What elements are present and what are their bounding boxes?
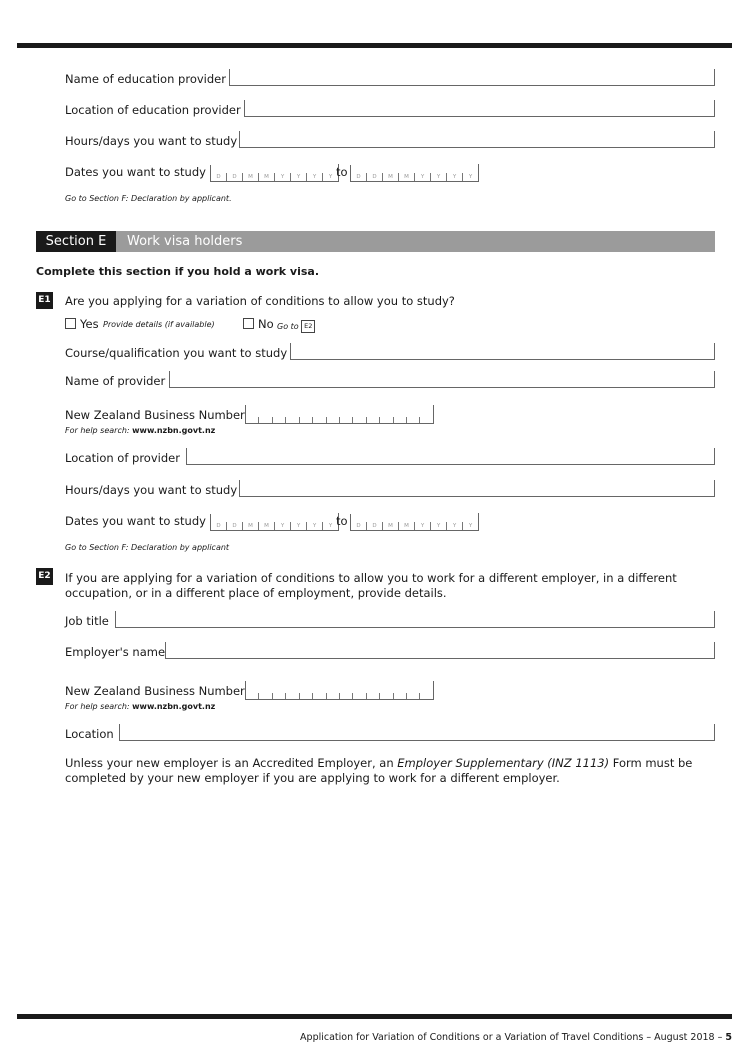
e1-hours-label: Hours/days you want to study [65, 483, 238, 497]
e2-location-field[interactable] [119, 724, 715, 741]
e2-nzbn-field[interactable] [245, 681, 434, 700]
e1-yes-checkbox[interactable] [65, 318, 76, 329]
e1-no-label: No [258, 317, 274, 331]
e1-location-field[interactable] [186, 448, 715, 465]
e2-goto-ref: E2 [301, 320, 315, 333]
e1-date-to[interactable]: D D M M Y Y Y Y [350, 514, 479, 531]
e2-note-line2: completed by your new employer if you are applying to work for a different employer. [65, 771, 560, 785]
e2-employer-label: Employer's name [65, 645, 166, 659]
bottom-rule [17, 1014, 732, 1019]
edu-location-field[interactable] [244, 100, 715, 117]
edu-provider-field[interactable] [229, 69, 715, 86]
edu-date-from[interactable]: D D M M Y Y Y Y [210, 165, 339, 182]
e1-no-hint: Go to E2 [277, 320, 315, 333]
e2-question-line2: occupation, or in a different place of employment, provide details. [65, 586, 447, 600]
question-tag-e2: E2 [36, 568, 53, 585]
e1-hours-field[interactable] [239, 480, 715, 497]
e2-note-line1: Unless your new employer is an Accredited Employer, an Employer Supplementary (INZ 1113) Form must be [65, 756, 693, 770]
e2-job-title-label: Job title [65, 614, 109, 628]
e1-provider-label: Name of provider [65, 374, 166, 388]
e2-location-label: Location [65, 727, 114, 741]
e1-question: Are you applying for a variation of conditions to allow you to study? [65, 294, 455, 308]
e1-nzbn-field[interactable] [245, 405, 434, 424]
page-number: 5 [725, 1032, 732, 1043]
e1-goto-text: Go to Section F: Declaration by applicant [65, 543, 230, 552]
edu-hours-label: Hours/days you want to study [65, 134, 238, 148]
e1-course-label: Course/qualification you want to study [65, 346, 288, 360]
e2-nzbn-help: For help search: www.nzbn.govt.nz [65, 702, 216, 711]
e1-dates-label: Dates you want to study [65, 514, 206, 528]
e2-nzbn-label: New Zealand Business Number [65, 684, 245, 698]
edu-goto-text: Go to Section F: Declaration by applicant. [65, 194, 232, 203]
e1-yes-label: Yes [80, 317, 99, 331]
e2-job-title-field[interactable] [115, 611, 715, 628]
e1-no-checkbox[interactable] [243, 318, 254, 329]
e1-nzbn-help: For help search: www.nzbn.govt.nz [65, 426, 216, 435]
e2-question-line1: If you are applying for a variation of conditions to allow you to work for a different employer, in a different [65, 571, 677, 585]
edu-dates-label: Dates you want to study [65, 165, 206, 179]
section-e-intro: Complete this section if you hold a work visa. [36, 265, 320, 278]
edu-to-label: to [336, 165, 348, 179]
edu-date-to[interactable]: D D M M Y Y Y Y [350, 165, 479, 182]
top-rule [17, 43, 732, 48]
edu-location-label: Location of education provider [65, 103, 241, 117]
e1-nzbn-label: New Zealand Business Number [65, 408, 245, 422]
edu-provider-label: Name of education provider [65, 72, 226, 86]
section-e-title: Work visa holders [127, 234, 243, 249]
e1-provider-field[interactable] [169, 371, 715, 388]
section-e-tag: Section E [36, 231, 116, 252]
e1-yes-hint: Provide details (if available) [103, 320, 215, 329]
e2-employer-field[interactable] [165, 642, 715, 659]
footer-text: Application for Variation of Conditions or a Variation of Travel Conditions – August 2018 – 5 [300, 1032, 732, 1043]
e1-course-field[interactable] [290, 343, 715, 360]
edu-hours-field[interactable] [239, 131, 715, 148]
question-tag-e1: E1 [36, 292, 53, 309]
e1-to-label: to [336, 514, 348, 528]
e1-location-label: Location of provider [65, 451, 180, 465]
e1-date-from[interactable]: D D M M Y Y Y Y [210, 514, 339, 531]
